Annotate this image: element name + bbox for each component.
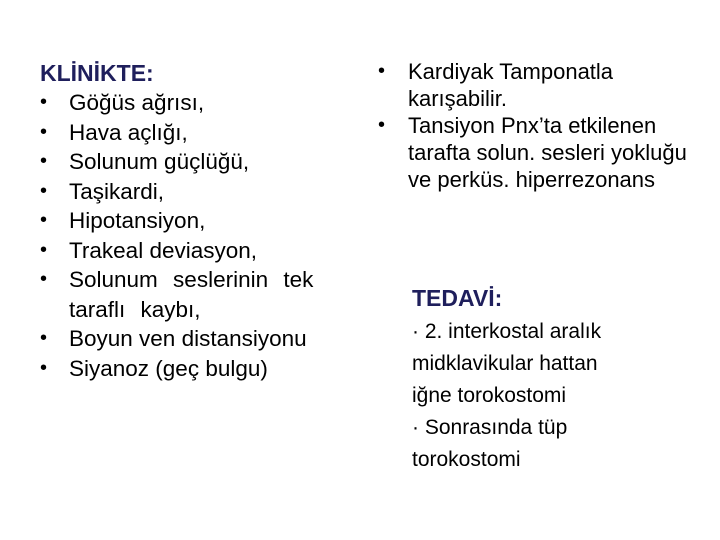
- list-item: [40, 236, 360, 266]
- list-item-text: Solunum seslerinin tek taraflı kaybı,: [69, 267, 314, 322]
- bullet-icon: •: [378, 114, 386, 136]
- clinical-heading: KLİNİKTE:: [40, 60, 154, 86]
- list-item: [40, 88, 360, 118]
- list-item-text: Trakeal deviasyon,: [69, 237, 258, 263]
- bullet-icon: •: [40, 179, 48, 202]
- list-item: [40, 206, 360, 236]
- treatment-line: torokostomi: [412, 448, 521, 471]
- bullet-icon: •: [40, 209, 48, 231]
- list-item: [40, 118, 360, 148]
- list-item: [378, 58, 708, 112]
- treatment-heading: TEDAVİ:: [412, 285, 503, 311]
- bullet-icon: •: [40, 120, 48, 143]
- bullet-icon: •: [40, 327, 48, 349]
- bullet-icon: •: [40, 268, 48, 290]
- list-item: [40, 265, 360, 324]
- treatment-line: midklavikular hattan: [412, 352, 598, 375]
- differential-notes-section: [378, 58, 708, 193]
- list-item-text: Solunum güçlüğü,: [69, 149, 250, 174]
- list-item-text: Hipotansiyon,: [69, 208, 206, 233]
- list-item-text: Siyanoz (geç bulgu): [69, 355, 268, 381]
- list-item: [40, 177, 360, 207]
- bullet-icon: •: [40, 356, 48, 379]
- clinical-findings-list: [40, 88, 360, 383]
- bullet-icon: •: [40, 91, 48, 113]
- list-item-text: Taşikardi,: [69, 178, 165, 204]
- list-item-text: Hava açlığı,: [69, 119, 188, 145]
- bullet-icon: •: [378, 60, 386, 82]
- clinical-findings-section: [40, 58, 360, 383]
- bullet-icon: •: [40, 238, 48, 261]
- list-item: [40, 354, 360, 384]
- list-item: [40, 147, 360, 177]
- treatment-line: iğne torokostomi: [412, 384, 567, 407]
- treatment-line: · 2. interkostal aralık: [412, 320, 602, 343]
- list-item-text: Kardiyak Tamponatla karışabilir.: [408, 59, 614, 111]
- list-item-text: Göğüs ağrısı,: [69, 90, 205, 115]
- list-item: [40, 324, 360, 354]
- list-item-text: Boyun ven distansiyonu: [69, 326, 307, 351]
- differential-notes-list: [378, 58, 708, 193]
- list-item-text: Tansiyon Pnx’ta etkilenen tarafta solun. sesleri yokluğu ve perküs. hiperrezonans: [408, 113, 687, 192]
- bullet-icon: •: [40, 150, 48, 172]
- list-item: [378, 112, 708, 193]
- treatment-section: [412, 282, 712, 476]
- treatment-line: · Sonrasında tüp: [412, 416, 568, 439]
